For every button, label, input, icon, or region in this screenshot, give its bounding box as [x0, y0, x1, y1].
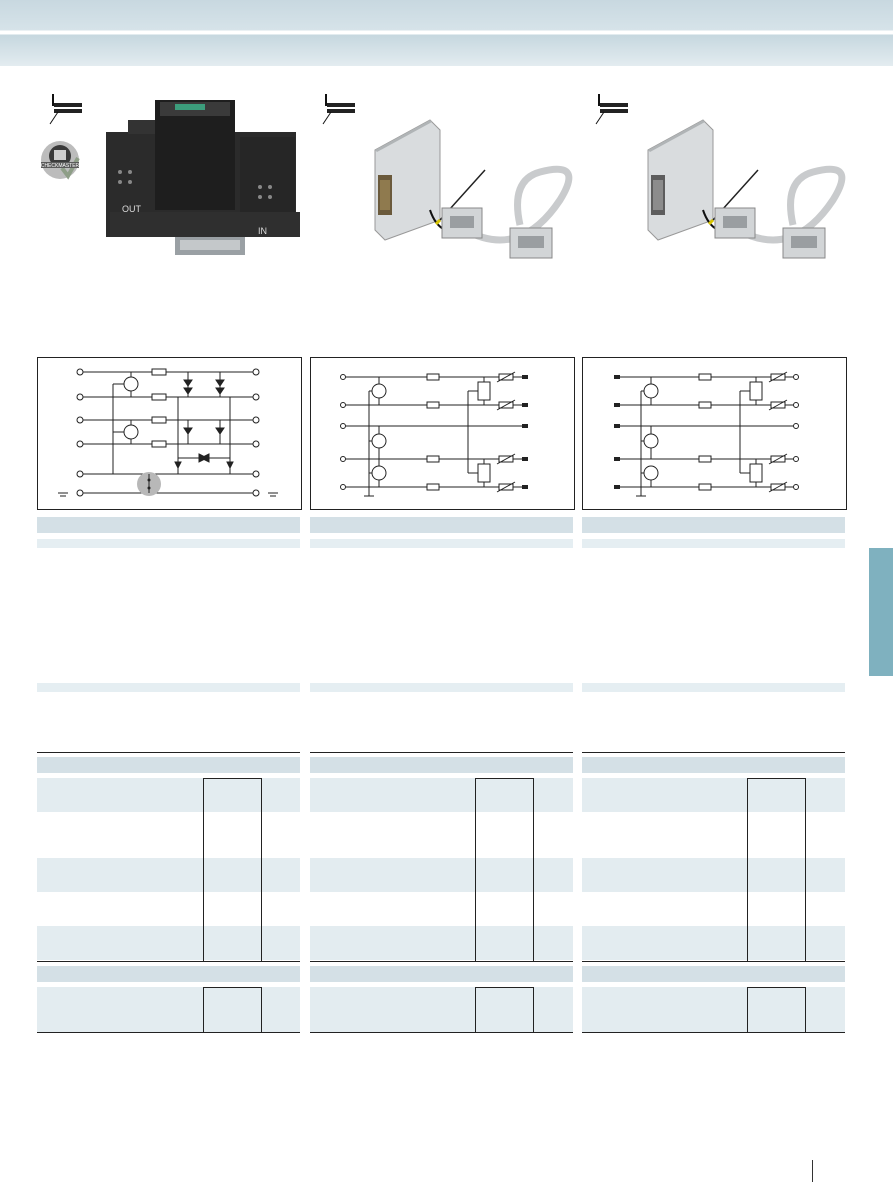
accessories-header [582, 966, 845, 982]
table-rule [37, 752, 300, 753]
spec-subheader [310, 539, 573, 548]
highlight-column [475, 987, 534, 1033]
table-rule [582, 961, 845, 962]
ordering-data-header [37, 757, 300, 773]
accessories-header [37, 966, 300, 982]
technical-data-header [310, 517, 573, 533]
table-rule [37, 961, 300, 962]
highlight-column [475, 778, 534, 962]
table-rule [37, 1032, 300, 1033]
highlight-column [203, 987, 262, 1033]
highlight-column [203, 778, 262, 962]
din-rail-icon [321, 90, 357, 126]
spec-subheader [582, 539, 845, 548]
table-rule [310, 1032, 573, 1033]
footer-divider [812, 1160, 813, 1182]
circuit-diagram-2 [310, 357, 575, 510]
technical-data-header [37, 517, 300, 533]
page-header-band [0, 0, 893, 66]
table-rule [582, 752, 845, 753]
spec-subheader [37, 683, 300, 692]
spec-subheader [582, 683, 845, 692]
side-section-tab [869, 548, 893, 676]
checkmaster-badge-icon [38, 138, 82, 182]
out-label: OUT [122, 204, 141, 214]
dsub-protector-product-photo [370, 110, 585, 270]
table-rule [310, 752, 573, 753]
terminal-block-product-photo [100, 92, 305, 267]
checkmaster-label: CHECKMASTER [40, 163, 80, 169]
ordering-data-header [582, 757, 845, 773]
din-rail-icon [48, 90, 84, 126]
table-rule [582, 1032, 845, 1033]
dsub-protector-product-photo-2 [643, 110, 858, 270]
technical-data-header [582, 517, 845, 533]
ordering-data-header [310, 757, 573, 773]
din-rail-icon [594, 90, 630, 126]
spec-subheader [310, 683, 573, 692]
spec-subheader [37, 539, 300, 548]
in-label: IN [258, 226, 267, 236]
circuit-diagram-3 [582, 357, 847, 510]
table-rule [310, 961, 573, 962]
highlight-column [747, 778, 806, 962]
highlight-column [747, 987, 806, 1033]
circuit-diagram-1 [37, 357, 302, 510]
accessories-header [310, 966, 573, 982]
